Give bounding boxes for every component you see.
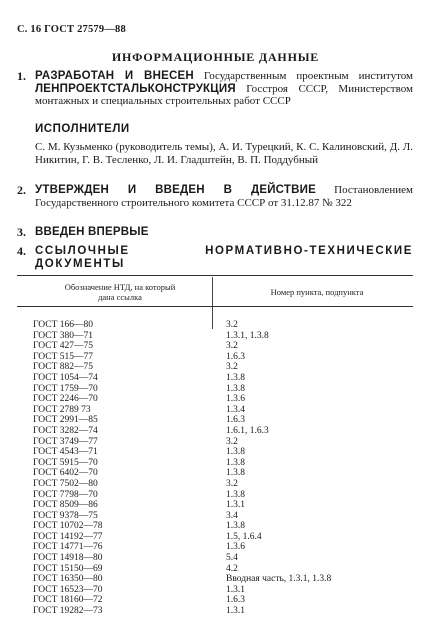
table-row: [33, 564, 413, 575]
gost-designation: ГОСТ 166—80: [33, 320, 93, 330]
gost-designation: ГОСТ 7502—80: [33, 478, 98, 489]
clause-numbers: 1.3.1, 1.3.8: [226, 330, 269, 341]
gost-designation: ГОСТ 16523—70: [33, 584, 103, 595]
section-4-caption: ССЫЛОЧНЫЕ НОРМАТИВНО-ТЕХНИЧЕСКИЕ ДОКУМЕНТЫ: [35, 245, 413, 270]
table-row: [33, 341, 413, 352]
gost-designation: ГОСТ 14771—76: [33, 542, 103, 553]
clause-numbers: 1.6.1, 1.6.3: [226, 425, 269, 436]
table-row: [33, 352, 413, 363]
clause-numbers: 1.3.8: [226, 468, 245, 479]
section-1-institute: ЛЕНПРОЕКТСТАЛЬКОНСТРУКЦИЯ: [35, 82, 236, 95]
clause-numbers: 1.3.8: [226, 521, 245, 532]
page-header: С. 16 ГОСТ 27579—88: [17, 24, 126, 35]
section-1-caption: РАЗРАБОТАН И ВНЕСЕН: [35, 70, 194, 82]
table-row: [33, 479, 413, 490]
clause-numbers: 4.2: [226, 563, 238, 574]
section-2-text: Постановлением Государственного строительного комитета СССР от 31.12.87 № 322: [35, 184, 413, 209]
executors-list: С. М. Кузьменко (руководитель темы), А. И. Турецкий, К. С. Калиновский, Д. Л. Никитин, Г. В. Тесленко, Л. И. Гладштейн, В. П. Поддубный: [35, 141, 413, 166]
gost-designation: ГОСТ 5915—70: [33, 457, 98, 468]
clause-numbers: 1.3.1: [226, 500, 245, 511]
clause-numbers: 3.2: [226, 478, 238, 489]
gost-designation: ГОСТ 380—71: [33, 330, 93, 341]
clause-numbers: 1.5, 1.6.4: [226, 531, 262, 542]
table-row: [33, 468, 413, 479]
table-row: [33, 542, 413, 553]
gost-designation: ГОСТ 14192—77: [33, 531, 103, 542]
reference-table-body: [33, 320, 413, 617]
gost-designation: ГОСТ 4543—71: [33, 447, 98, 458]
clause-numbers: 1.3.1: [226, 606, 245, 617]
clause-numbers: 3.2: [226, 436, 238, 447]
clause-numbers: 3.2: [226, 341, 238, 352]
clause-numbers: 1.3.6: [226, 542, 245, 553]
gost-designation: ГОСТ 427—75: [33, 341, 93, 352]
clause-numbers: 5.4: [226, 553, 238, 564]
table-row: [33, 405, 413, 416]
gost-designation: ГОСТ 3749—77: [33, 436, 98, 447]
table-header-points: Номер пункта, подпункта: [270, 287, 364, 297]
gost-designation: ГОСТ 10702—78: [33, 521, 103, 532]
gost-designation: ГОСТ 15150—69: [33, 563, 103, 574]
table-row: [33, 585, 413, 596]
gost-designation: ГОСТ 8509—86: [33, 500, 98, 511]
table-row: [33, 574, 413, 585]
gost-designation: ГОСТ 3282—74: [33, 425, 98, 436]
table-row: [33, 532, 413, 543]
section-2-caption: УТВЕРЖДЕН И ВВЕДЕН В ДЕЙСТВИЕ: [35, 184, 316, 196]
section-1-number: 1.: [17, 69, 26, 83]
gost-designation: ГОСТ 1759—70: [33, 383, 98, 394]
section-4-number: 4.: [17, 244, 26, 258]
table-row: [33, 415, 413, 426]
clause-numbers: 3.4: [226, 510, 238, 521]
table-row: [33, 500, 413, 511]
gost-designation: ГОСТ 2991—85: [33, 415, 98, 426]
gost-designation: ГОСТ 19282—73: [33, 606, 103, 617]
table-row: [33, 331, 413, 342]
clause-numbers: 1.3.1: [226, 584, 245, 595]
table-row: [33, 373, 413, 384]
section-4: [17, 245, 413, 270]
clause-numbers: 1.6.3: [226, 351, 245, 362]
table-row: [33, 362, 413, 373]
table-row: [33, 458, 413, 469]
table-top-rule: [17, 275, 413, 276]
table-row: [33, 320, 413, 331]
clause-numbers: 1.3.4: [226, 404, 245, 415]
gost-designation: ГОСТ 2789 73: [33, 404, 91, 415]
section-2: [17, 184, 413, 209]
table-row: [33, 437, 413, 448]
gost-designation: ГОСТ 2246—70: [33, 394, 98, 405]
gost-designation: ГОСТ 1054—74: [33, 372, 98, 383]
gost-designation: ГОСТ 18160—72: [33, 595, 103, 606]
clause-numbers: 3.2: [226, 362, 238, 373]
gost-designation: ГОСТ 14918—80: [33, 553, 103, 564]
section-1: [17, 70, 413, 108]
table-row: [33, 490, 413, 501]
clause-numbers: Вводная часть, 1.3.1, 1.3.8: [226, 574, 332, 585]
section-3-number: 3.: [17, 225, 26, 239]
clause-numbers: 1.3.8: [226, 372, 245, 383]
clause-numbers: 1.3.8: [226, 447, 245, 458]
clause-numbers: 1.6.3: [226, 415, 245, 426]
gost-designation: ГОСТ 515—77: [33, 351, 93, 362]
gost-designation: ГОСТ 16350—80: [33, 574, 103, 585]
table-header-rule: [17, 306, 413, 307]
page-title: ИНФОРМАЦИОННЫЕ ДАННЫЕ: [111, 50, 320, 64]
executors-heading: ИСПОЛНИТЕЛИ: [35, 123, 130, 135]
table-row: [33, 384, 413, 395]
section-2-number: 2.: [17, 183, 26, 197]
table-header-designation: Обозначение НТД, на который дана ссылка: [64, 282, 176, 302]
clause-numbers: 1.3.8: [226, 457, 245, 468]
clause-numbers: 1.3.8: [226, 383, 245, 394]
clause-numbers: 1.3.8: [226, 489, 245, 500]
gost-designation: ГОСТ 7798—70: [33, 489, 98, 500]
gost-designation: ГОСТ 9378—75: [33, 510, 98, 521]
table-row: [33, 394, 413, 405]
table-row: [33, 447, 413, 458]
section-3-caption: ВВЕДЕН ВПЕРВЫЕ: [35, 226, 149, 238]
section-1-text-2: Госстроя СССР, Министерством монтажных и специальных строительных работ СССР: [35, 82, 413, 107]
table-row: [33, 595, 413, 606]
clause-numbers: 3.2: [226, 320, 238, 330]
clause-numbers: 1.6.3: [226, 595, 245, 606]
table-row: [33, 511, 413, 522]
table-row: [33, 426, 413, 437]
gost-designation: ГОСТ 882—75: [33, 362, 93, 373]
section-3: [17, 226, 413, 239]
table-row: [33, 553, 413, 564]
clause-numbers: 1.3.6: [226, 394, 245, 405]
gost-designation: ГОСТ 6402—70: [33, 468, 98, 479]
table-row: [33, 521, 413, 532]
table-row: [33, 606, 413, 617]
section-1-text: Государственным проектным институтом: [193, 70, 413, 82]
